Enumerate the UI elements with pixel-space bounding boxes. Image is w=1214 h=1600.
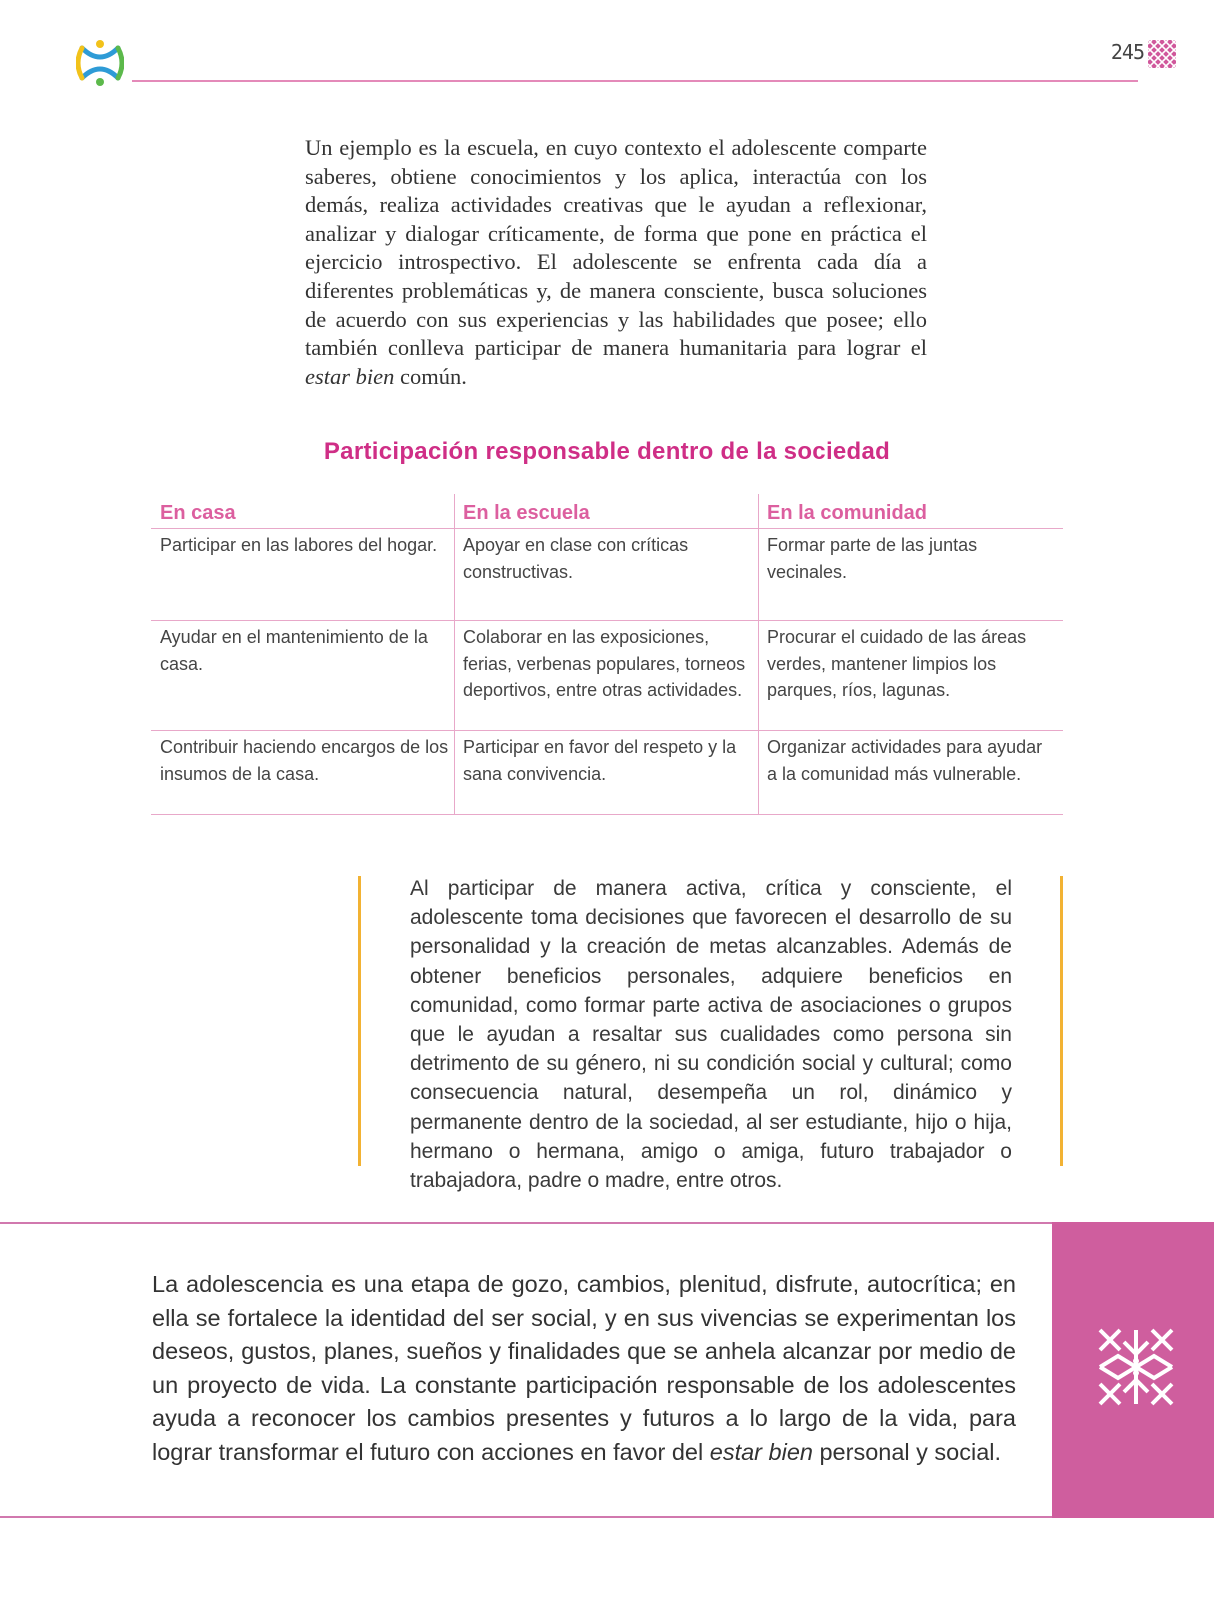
page-number: 245: [1110, 40, 1144, 64]
callout-paragraph: Al participar de manera activa, crítica y consciente, el adolescente toma decisiones que favorecen el desarrollo de su personalidad y la creación de metas alcanzables. Además de obtener beneficios personales, adquiere beneficios en comunidad, como formar parte activa de asociaciones o grupos que le ayudan a resaltar sus cualidades como persona sin detrimento de su género, ni su condición social y cultural; como consecuencia natural, desempeña un rol, dinámico y permanente dentro de la sociedad, al ser estudiante, hijo o hija, hermano o hermana, amigo o amiga, futuro trabajador o trabajadora, padre o madre, entre otros.: [410, 877, 1012, 1193]
table-cell: Formar parte de las juntas vecinales.: [767, 535, 978, 582]
table-cell: Apoyar en clase con críticas constructivas.: [463, 535, 689, 582]
closing-band-bottom-rule: [0, 1516, 1054, 1518]
table-rule: [151, 620, 1063, 621]
woven-emblem-icon: [1098, 1328, 1174, 1406]
closing-paragraph: La adolescencia es una etapa de gozo, cambios, plenitud, disfrute, autocrítica; en ella se fortalece la identidad del ser social, y en sus vivencias se experimentan los deseos, gustos, planes, sueños y finalidades que se anhela alcanzar por medio de un proyecto de vida. La constante participación responsable de los adolescentes ayuda a reconocer los cambios presentes y futuros a lo largo de la vida, para lograr transformar el futuro con acciones en favor del estar bien personal y social.: [152, 1271, 1016, 1465]
column-header-community: En la comunidad: [767, 502, 928, 524]
table-rule: [151, 814, 1063, 815]
column-header-school: En la escuela: [463, 502, 590, 524]
intro-emphasis: estar bien: [305, 363, 395, 389]
table-rule: [151, 730, 1063, 731]
callout-right-border: [1060, 876, 1063, 1166]
callout-left-border: [358, 876, 361, 1166]
table-column-divider: [758, 494, 759, 815]
table-cell: Procurar el cuidado de las áreas verdes, mantener limpios los parques, ríos, lagunas.: [767, 627, 1027, 700]
intro-paragraph: Un ejemplo es la escuela, en cuyo contexto el adolescente comparte saberes, obtiene conocimientos y los aplica, interactúa con los demás, realiza actividades creativas que le ayudan a reflexionar, analizar y dialogar críticamente, de forma que pone en práctica el ejercicio introspectivo. El adolescente se enfrenta cada día a diferentes problemáticas y, de manera consciente, busca soluciones de acuerdo con sus experiencias y las habilidades que posee; ello también conlleva participar de manera humanitaria para lograr el estar bien común.: [305, 135, 927, 389]
table-title: Participación responsable dentro de la sociedad: [323, 438, 891, 465]
intertwined-figures-logo-icon: [76, 38, 124, 88]
header-rule: [132, 80, 1138, 82]
table-cell: Contribuir haciendo encargos de los insumos de la casa.: [160, 737, 449, 784]
table-cell: Participar en las labores del hogar.: [160, 535, 438, 555]
table-rule: [151, 528, 1063, 529]
table-cell: Ayudar en el mantenimiento de la casa.: [160, 627, 428, 674]
column-header-home: En casa: [160, 502, 236, 524]
woven-pattern-icon: [1148, 40, 1176, 68]
table-cell: Participar en favor del respeto y la sana convivencia.: [463, 737, 737, 784]
closing-band-top-rule: [0, 1222, 1054, 1224]
table-cell: Organizar actividades para ayudar a la comunidad más vulnerable.: [767, 737, 1043, 784]
closing-emphasis: estar bien: [709, 1438, 813, 1465]
table-column-divider: [454, 494, 455, 815]
table-cell: Colaborar en las exposiciones, ferias, verbenas populares, torneos deportivos, entre otras actividades.: [463, 627, 746, 700]
